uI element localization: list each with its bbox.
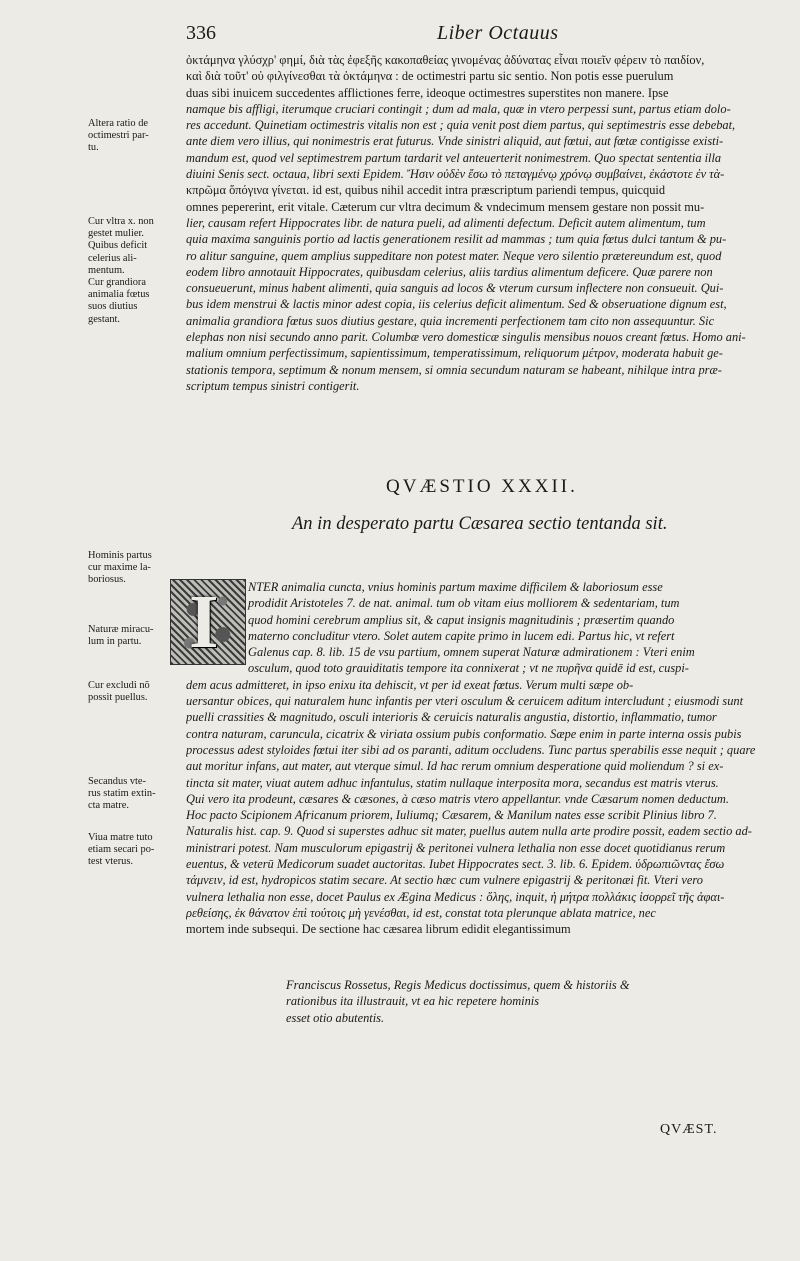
text-line: duas sibi inuicem succedentes afflictiones ferre, ideoque octimestres superstites non manere. Ipse [186, 85, 669, 100]
margin-note [88, 832, 188, 869]
text-line: namque bis affligi, iterumque cruciari contingit ; dum ad mala, quæ in vtero perpessi sunt, partus etiam dolo- [186, 101, 731, 116]
text-line: aut moritur infans, aut mater, aut vterque simul. Id hac rerum omnium desperatione quid moliendum ? si ex- [186, 759, 724, 774]
question-subtitle: An in desperato partu Cæsarea sectio tentanda sit. [292, 514, 668, 534]
margin-note-line: Quibus deficit [88, 240, 148, 252]
margin-note [88, 680, 188, 704]
text-line: rationibus ita illustrauit, vt ea hic repetere hominis [286, 994, 540, 1009]
section-caesarea [186, 579, 776, 938]
text-line: consueuerunt, minus habent alimenti, quia sanguis ad locos & vterum cursum inflectere non consueuit. Qui- [186, 281, 724, 296]
text-line: scriptum tempus sinistri contigerit. [186, 378, 360, 393]
text-line: tincta sit mater, viuat autem adhuc infantulus, statim nullaque interposita mora, secandus est matris vterus. [186, 775, 719, 790]
text-line: osculum, quod toto grauiditatis tempore ita connixerat ; vt ne πυρῆνα quidē id est, cuspi- [248, 661, 689, 676]
text-line: res accedunt. Quinetiam octimestris vitalis non est ; quia venit post diem partus, qui septimestris esse debebat, [186, 118, 736, 133]
margin-note-line: lum in partu. [88, 636, 142, 648]
text-line: quod homini cerebrum amplius sit, & caput insignis magnitudinis ; præsertim quando [248, 612, 675, 627]
text-line: esset otio abutentis. [286, 1010, 385, 1025]
margin-note-line: test vterus. [88, 856, 134, 868]
page-header [0, 22, 800, 52]
text-line: bus idem menstrui & lactis minor adest copia, iis celerius deficit alimentum. Sed & obseruatione dignum est, [186, 297, 727, 312]
margin-note [88, 118, 188, 155]
text-line: ρεθείσης, ἐκ θάνατον ἐπὶ τούτοις μὴ γενέσθαι, id est, constat tota plerunque ablata matrice, nec [186, 905, 656, 920]
margin-note-line: Cur vltra x. non [88, 216, 154, 227]
text-line: NTER animalia cuncta, vnius hominis partum maxime difficilem & laboriosum esse [248, 580, 663, 594]
text-line: diuini Senis sect. octaua, libri sexti Epidem. Ἤσιν οὐδὲν ἔσω τὸ πεταγμένῳ χρόνῳ συμβαίνει, ἐκάστοτε ἐν τὰ- [186, 167, 725, 182]
text-line: contra naturam, caruncula, cicatrix & viriata ossium pubis conformatio. Sæpe enim in parte interna ossis pubis [186, 726, 742, 741]
text-line: ro alitur sanguine, quem amplius suppeditare non potest mater. Neque vero silentio prætereundum est, quod [186, 248, 722, 263]
margin-note [88, 776, 188, 813]
margin-note-line: gestant. [88, 313, 121, 325]
text-line: Galenus cap. 8. lib. 15 de vsu partium, omnem superat Naturæ admirationem : Vteri enim [248, 645, 695, 660]
margin-note-line: Cur excludi nõ [88, 680, 150, 691]
text-line: quia maxima sanguinis portio ad lactis generationem resilit ad mammas ; tum quia fœtus dulci tantum & pu- [186, 232, 727, 247]
dropcap-letter: I [189, 580, 219, 664]
running-head: Liber Octauus [437, 22, 559, 44]
text-line: Qui vero ita prodeunt, cæsares & cæsones, à cæso matris vtero appellantur. vnde Cæsarum nomen deductum. [186, 791, 729, 806]
section-octimestri [186, 52, 776, 394]
text-line: omnes pepererint, erit vitale. Cæterum cur vltra decimum & vndecimum mensem gestare non possit mu- [186, 199, 705, 214]
margin-note-line: octimestri par- [88, 130, 149, 142]
margin-note-line: animalia fœtus [88, 289, 150, 301]
text-line: stationis tempora, septimum & nonum mensem, si omnia secundum naturam se habeant, nihilque intra præ- [186, 362, 722, 377]
text-line: eodem libro annotauit Hippocrates, quibusdam celerius, aliis tardius alimentum deficere. Quæ parere non [186, 264, 713, 279]
text-line: καὶ διὰ τοῦτ' οὐ φιλγίνεσθαι τὰ ὀκτάμηνα : de octimestri partu sic sentio. Non potis esse puerulum [186, 69, 674, 84]
margin-note-line: etiam secari po- [88, 844, 155, 856]
text-line: animalia grandiora fœtus suos diutius gestare, quia incrementi perfectionem tam cito non assequuntur. Sic [186, 313, 715, 328]
text-line: Franciscus Rossetus, Regis Medicus doctissimus, quem & historiis & [286, 978, 630, 992]
question-title: QVÆSTIO XXXII. [386, 476, 578, 497]
margin-note-line: Viua matre tuto [88, 832, 153, 843]
ornamental-initial [170, 579, 246, 665]
text-line: euentus, & veterū Medicorum suadet auctoritas. Iubet Hippocrates sect. 3. lib. 6. Epidem. ὑδρωπιῶντας ἔσω [186, 857, 725, 872]
margin-note-line: Cur grandiora [88, 277, 146, 289]
text-line: ὀκτάμηνα γλύσχρ' φημί, διὰ τὰς ἐφεξῆς κακοπαθείας γινομένας ἀδύνατας εἶναι ποιεῖν φέρειν τὸ παιδίον, [186, 53, 705, 67]
catchword: QVÆST. [660, 1122, 718, 1137]
margin-note-line: Altera ratio de [88, 118, 149, 129]
text-line: malium omnium perfectissimum, sapientissimum, temperatissimum, reliquorum μέτρον, moderata habuit ge- [186, 346, 723, 361]
margin-note-line: mentum. [88, 264, 125, 276]
margin-note-line: Hominis partus [88, 550, 152, 561]
text-line: mandum est, quod vel septimestrem partum tardarit vel anteuerterit nonimestrem. Quo spectat sententia illa [186, 150, 722, 165]
margin-note-line: Secandus vte- [88, 776, 146, 787]
margin-note-line: gestet mulier. [88, 228, 144, 240]
text-line: mortem inde subsequi. De sectione hac cæsarea librum edidit elegantissimum [186, 922, 571, 937]
margin-note-line: celerius ali- [88, 252, 137, 264]
text-line: Hoc pacto Scipionem Africanum priorem, Iuliumq; Cæsarem, & Manilum nates esse scribit Plinius libro 7. [186, 808, 717, 823]
text-line: vulnera lethalia non esse, docet Paulus ex Ægina Medicus : ὅλης, inquit, ἡ μήτρα πολλάκις ἰσορρεῖ τῆς ἀφαι- [186, 889, 725, 904]
page-number: 336 [186, 22, 216, 44]
text-line: ministrari potest. Nam musculorum epigastrij & peritonei vulnera lethalia non esse docet quotidianus rerum [186, 840, 726, 855]
margin-note-line: cur maxime la- [88, 562, 151, 574]
margin-note-line: rus statim extin- [88, 788, 156, 800]
text-line: ante diem vero illius, qui nonimestris erat futurus. Vnde sinistri aliquid, aut fœtui, aut fœtæ contigisse existi- [186, 134, 724, 149]
text-line: κπρῶμα ὅπόγινα γίνεται. id est, quibus nihil accedit intra præscriptum pariendi tempus, quicquid [186, 183, 666, 198]
margin-note-line: Naturæ miracu- [88, 624, 154, 635]
margin-note-line: boriosus. [88, 574, 126, 586]
margin-note [88, 216, 188, 326]
text-line: dem acus admitteret, in ipso enixu ita dehiscit, vt per id exeat fœtus. Verum multi sæpe ob- [186, 677, 634, 692]
section-closing [286, 977, 776, 1026]
margin-note-line: cta matre. [88, 800, 129, 812]
text-line: processus adest styloides fœtui iter sibi ad os paranti, aditum occludens. Tunc partus sperabilis esse nequit ; quare [186, 742, 756, 757]
margin-note-line: suos diutius [88, 301, 138, 313]
text-line: τάμνειν, id est, hydropicos statim secare. At sectio hæc cum vulnere epigastrij & peritonæi fit. Vteri vero [186, 873, 703, 888]
text-line: lier, causam refert Hippocrates libr. de natura pueli, ad alimenti defectum. Deficit autem alimentum, tum [186, 215, 706, 230]
text-line: uersantur obices, qui naturalem hunc infantis per vteri osculum & ceruicem aditum intercludunt ; eiusmodi sunt [186, 694, 744, 709]
text-line: prodidit Aristoteles 7. de nat. animal. tum ob vitam eius molliorem & sedentariam, tum [248, 596, 680, 611]
text-line: elephas non nisi secundo anno parit. Columbæ vero domesticæ singulis mensibus nouos creant fœtus. Homo ani- [186, 330, 746, 345]
text-line: materno concluditur vtero. Solet autem capite primo in lucem edi. Partus hic, vt refert [248, 628, 675, 643]
text-line: Naturalis hist. cap. 9. Quod si superstes adhuc sit mater, puellus autem nulla arte prodire possit, eadem sectio ad- [186, 824, 752, 839]
margin-note-line: possit puellus. [88, 692, 148, 704]
text-line: puelli crassities & magnitudo, osculi interioris & ceruicis naturalis angustia, distortio, inflammatio, tumor [186, 710, 717, 725]
margin-note-line: tu. [88, 142, 99, 154]
